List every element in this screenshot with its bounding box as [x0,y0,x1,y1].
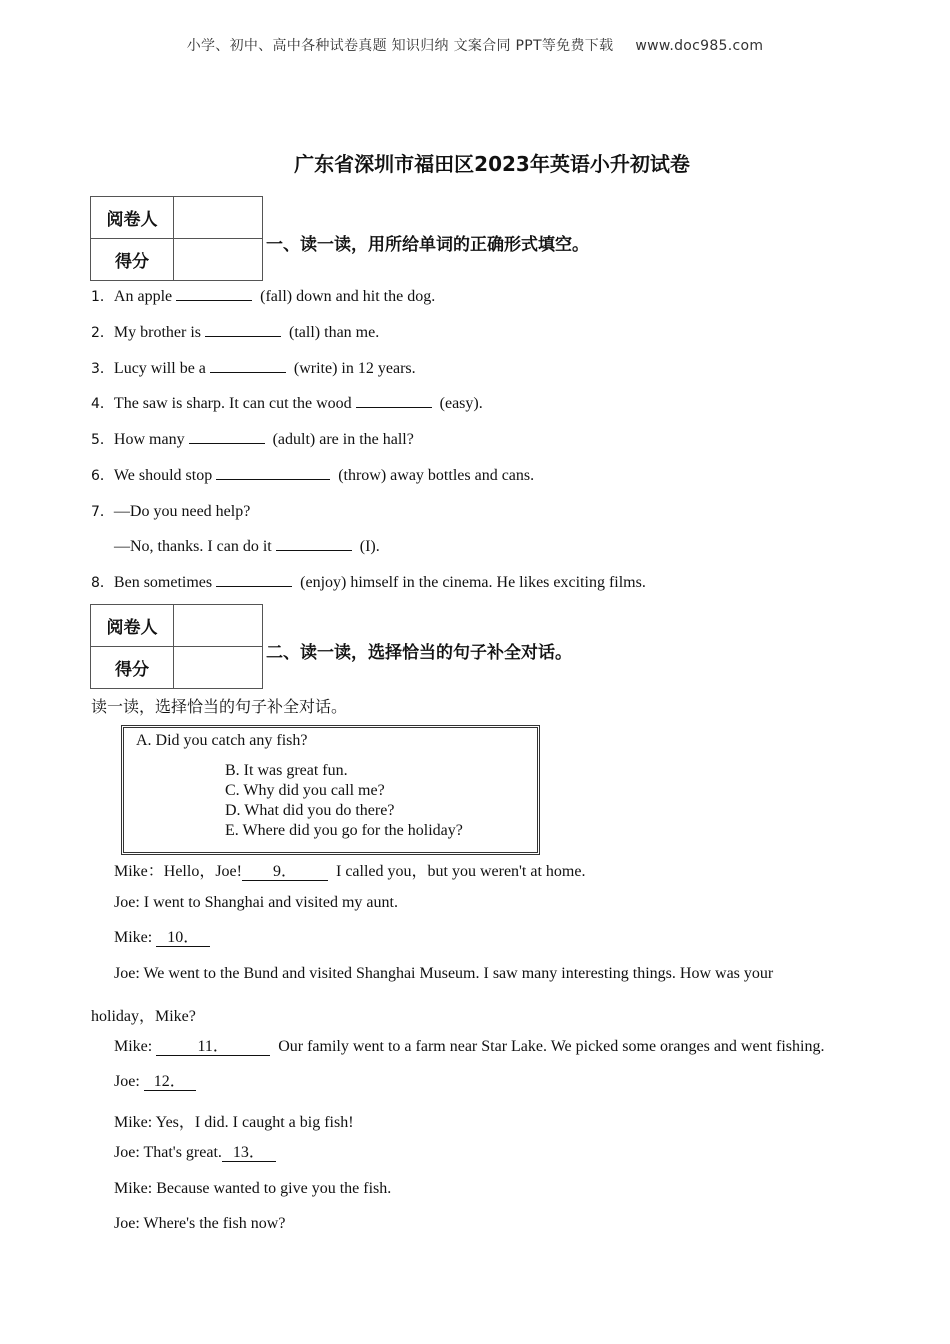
dialogue-line-3: Mike: 10． [114,929,210,947]
dialogue-blank-11[interactable]: 11． [156,1039,270,1056]
reviewer-label: 阅卷人 [91,605,174,647]
section2-heading: 二、读一读，选择恰当的句子补全对话。 [266,643,572,663]
dialogue-blank-10[interactable]: 10． [156,930,210,947]
dialogue-line-4-cont: holiday，Mike? [91,1008,196,1025]
question-8: 8．Ben sometimes (enjoy) himself in the cinema. He likes exciting films. [91,574,646,591]
score-label: 得分 [91,239,174,281]
score-box[interactable] [174,239,263,281]
dialogue-line-4: Joe: We went to the Bund and visited Shanghai Museum. I saw many interesting things. How was your [114,965,774,982]
header-tagline: 小学、初中、高中各种试卷真题 知识归纳 文案合同 PPT等免费下载 [186,38,614,54]
page-title: 广东省深圳市福田区2023年英语小升初试卷 [294,152,690,176]
reviewer-box[interactable] [174,605,263,647]
answer-blank-1[interactable] [176,286,252,301]
dialogue-line-5: Mike: 11． Our family went to a farm near Star Lake. We picked some oranges and went fishing. [114,1038,825,1055]
question-3: 3．Lucy will be a (write) in 12 years. [91,360,416,377]
question-2: 2．My brother is (tall) than me. [91,324,380,341]
question-5: 5．How many (adult) are in the hall? [91,431,414,448]
answer-blank-7[interactable] [276,536,352,551]
dialogue-blank-9[interactable]: 9． [242,864,328,881]
dialogue-line-1: Mike：Hello，Joe! 9． I called you，but you weren't at home. [114,863,586,880]
dialogue-line-9: Mike: Because wanted to give you the fish. [114,1180,392,1197]
answer-blank-3[interactable] [210,358,286,373]
option-d: D. What did you do there? [225,802,395,819]
header-url[interactable]: www.doc985.com [635,38,764,54]
dialogue-line-2: Joe: I went to Shanghai and visited my aunt. [114,894,398,911]
option-a: A. Did you catch any fish? [136,732,308,749]
question-7-reply: —No, thanks. I can do it (I). [114,538,380,555]
option-b: B. It was great fun. [225,762,348,779]
score-box[interactable] [174,647,263,689]
answer-blank-8[interactable] [216,572,292,587]
reviewer-label: 阅卷人 [91,197,174,239]
options-box [121,725,540,855]
reviewer-box[interactable] [174,197,263,239]
site-header [0,35,950,55]
question-4: 4．The saw is sharp. It can cut the wood (easy). [91,395,483,412]
section2-instruction: 读一读，选择恰当的句子补全对话。 [91,697,348,716]
answer-blank-5[interactable] [189,429,265,444]
question-7: 7．—Do you need help? [91,503,251,520]
dialogue-line-6: Joe: 12． [114,1073,196,1091]
answer-blank-2[interactable] [205,322,281,337]
answer-blank-6[interactable] [216,465,330,480]
dialogue-line-8: Joe: That's great. 13． [114,1144,276,1162]
answer-blank-4[interactable] [356,393,432,408]
grader-table-2 [90,604,263,689]
question-1: 1．An apple (fall) down and hit the dog. [91,288,436,305]
dialogue-line-7: Mike: Yes，I did. I caught a big fish! [114,1114,354,1131]
dialogue-blank-13[interactable]: 13． [222,1145,276,1162]
section1-heading: 一、读一读，用所给单词的正确形式填空。 [266,235,589,255]
dialogue-line-10: Joe: Where's the fish now? [114,1215,286,1232]
grader-table-1 [90,196,263,281]
option-c: C. Why did you call me? [225,782,385,799]
option-e: E. Where did you go for the holiday? [225,822,463,839]
dialogue-blank-12[interactable]: 12． [144,1074,196,1091]
question-6: 6．We should stop (throw) away bottles and cans. [91,467,535,484]
score-label: 得分 [91,647,174,689]
